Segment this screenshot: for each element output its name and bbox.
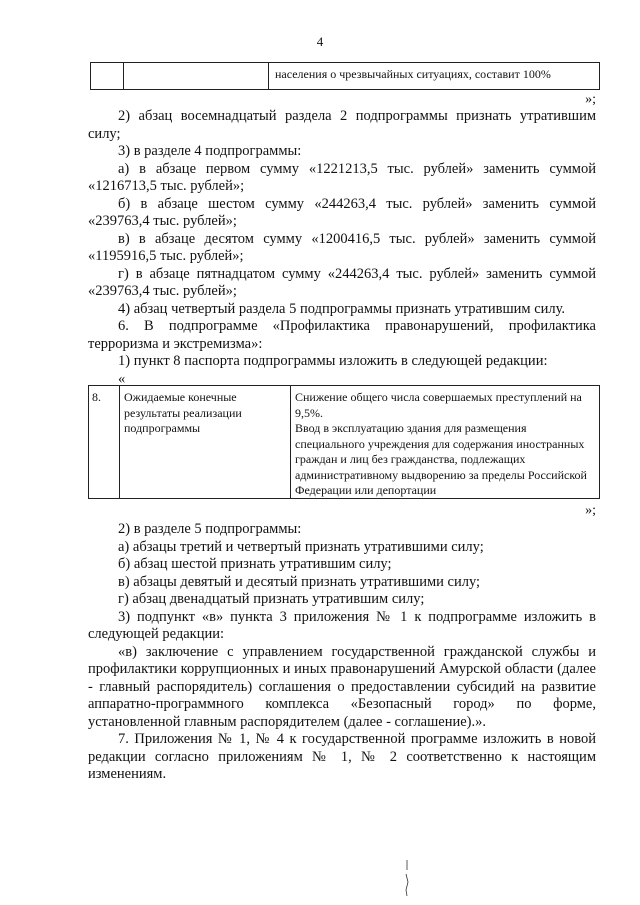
table-cell-value	[291, 386, 599, 498]
passport-table	[88, 385, 600, 499]
closing-quote: »;	[585, 503, 596, 518]
section-amendments-upper	[88, 108, 596, 388]
table-cell-label: Ожидаемые конечные результаты реализации подпрограммы	[120, 386, 291, 498]
table-cell-empty	[91, 63, 124, 89]
paragraph: «в) заключение с управлением государственной гражданской службы и профилактики коррупционных и иных правонарушений Амурской области (далее - главный распорядитель) соглашения о предоставлении субсидий на развитие аппаратно-программного комплекса «Безопасный город» по форме, установленной главным распорядителем (далее - соглашение).».	[88, 643, 596, 730]
paragraph: г) в абзаце пятнадцатом сумму «244263,4 тыс. рублей» заменить суммой «239763,4 тыс. рублей»;	[88, 265, 596, 299]
table-cell-number: 8.	[89, 386, 120, 498]
signature-mark	[404, 860, 410, 896]
table-value-line: Снижение общего числа совершаемых преступлений на 9,5%.	[295, 390, 582, 420]
page-number: 4	[316, 34, 324, 49]
paragraph: г) абзац двенадцатый признать утратившим силу;	[118, 591, 425, 607]
paragraph: 3) подпункт «в» пункта 3 приложения № 1 к подпрограмме изложить в следующей редакции:	[88, 608, 596, 642]
paragraph: а) в абзаце первом сумму «1221213,5 тыс. рублей» заменить суммой «1216713,5 тыс. рублей»;	[88, 160, 596, 194]
paragraph: в) в абзаце десятом сумму «1200416,5 тыс. рублей» заменить суммой «1195916,5 тыс. рублей»;	[88, 230, 596, 264]
table-value-line: Ввод в эксплуатацию здания для размещения специального учреждения для содержания иностранных граждан и лиц без гражданства, подлежащих административному выдворению за пределы Российской Федерации или депортации	[295, 421, 587, 497]
paragraph: 3) в разделе 4 подпрограммы:	[118, 143, 302, 159]
continued-table-row	[90, 62, 600, 90]
closing-quote: »;	[585, 92, 596, 107]
table-cell-text: населения о чрезвычайных ситуациях, составит 100%	[275, 67, 551, 81]
paragraph: 4) абзац четвертый раздела 5 подпрограммы признать утратившим силу.	[118, 300, 566, 317]
paragraph: 7. Приложения № 1, № 4 к государственной программе изложить в новой редакции согласно приложениям № 1, № 2 соответственно к настоящим изменениям.	[88, 731, 596, 782]
paragraph: 2) абзац восемнадцатый раздела 2 подпрограммы признать утратившим силу;	[88, 108, 596, 142]
paragraph: а) абзацы третий и четвертый признать утратившими силу;	[118, 538, 484, 555]
section-amendments-lower	[88, 521, 596, 784]
paragraph: б) в абзаце шестом сумму «244263,4 тыс. рублей» заменить суммой «239763,4 тыс. рублей»;	[88, 195, 596, 229]
paragraph: б) абзац шестой признать утратившим силу;	[118, 556, 392, 572]
paragraph: 1) пункт 8 паспорта подпрограммы изложить в следующей редакции:	[118, 353, 548, 369]
paragraph: в) абзацы девятый и десятый признать утратившими силу;	[118, 573, 481, 590]
paragraph: 2) в разделе 5 подпрограммы:	[118, 521, 302, 537]
table-cell-empty	[124, 63, 269, 89]
opening-quote: «	[118, 370, 126, 387]
paragraph: 6. В подпрограмме «Профилактика правонарушений, профилактика терроризма и экстремизма»:	[88, 318, 596, 352]
